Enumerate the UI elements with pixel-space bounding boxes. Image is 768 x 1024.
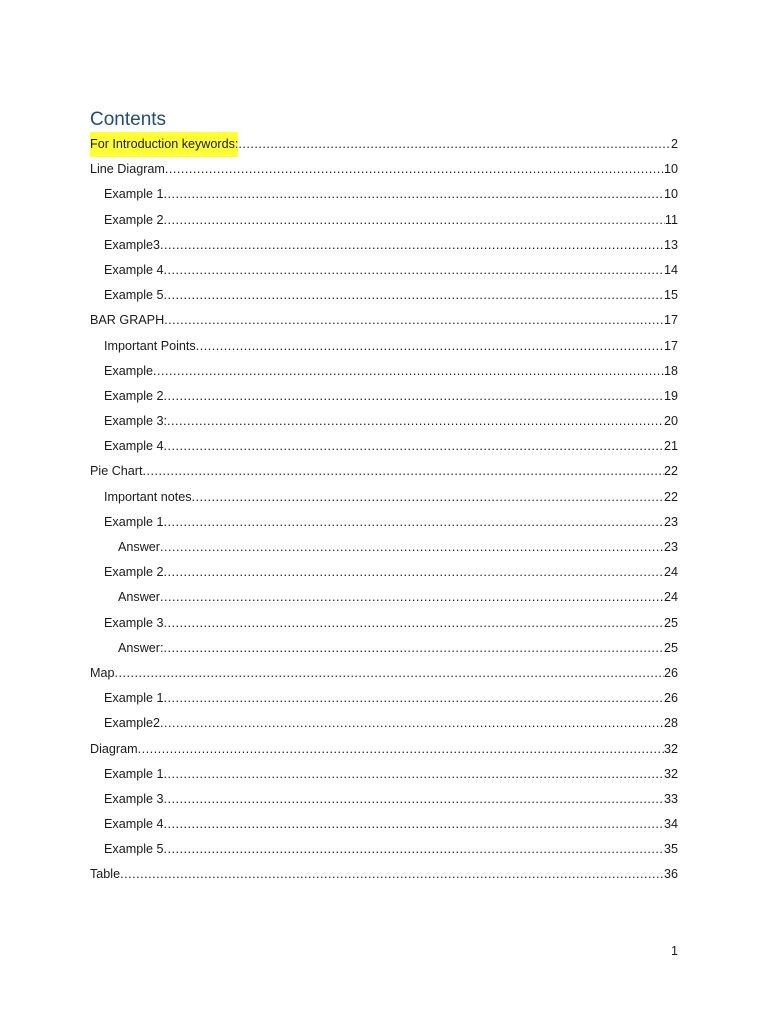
toc-entry[interactable] xyxy=(90,762,678,787)
toc-entry-label: Example3 xyxy=(104,237,161,252)
toc-entry-page: 21 xyxy=(663,439,678,454)
toc-entry-label: Example 2 xyxy=(104,212,164,227)
toc-entry-page: 22 xyxy=(663,489,678,504)
toc-entry-label: BAR GRAPH xyxy=(90,313,165,328)
toc-entry[interactable] xyxy=(90,233,678,258)
toc-entry[interactable] xyxy=(90,208,678,233)
toc-entry[interactable] xyxy=(90,686,678,711)
toc-entry-page: 17 xyxy=(663,313,678,328)
toc-entry-label: Example 3: xyxy=(104,414,167,429)
toc-dot-leader xyxy=(164,636,664,661)
toc-dot-leader xyxy=(192,485,664,510)
toc-dot-leader xyxy=(164,258,664,283)
toc-dot-leader xyxy=(164,812,664,837)
toc-entry[interactable] xyxy=(90,510,678,535)
toc-entry-page: 24 xyxy=(663,590,678,605)
toc-entry-label: Example 4 xyxy=(104,817,164,832)
toc-entry-label: Table xyxy=(90,867,121,882)
toc-entry-label: Answer xyxy=(118,540,160,554)
toc-entry[interactable] xyxy=(90,157,678,182)
toc-entry[interactable] xyxy=(90,812,678,837)
toc-entry[interactable] xyxy=(90,585,678,610)
toc-entry-page: 28 xyxy=(663,716,678,731)
toc-entry[interactable] xyxy=(90,334,678,359)
toc-entry-label: Important notes xyxy=(104,489,192,504)
toc-dot-leader xyxy=(164,762,664,787)
toc-entry-page: 23 xyxy=(663,514,678,529)
toc-dot-leader xyxy=(115,661,664,686)
toc-dot-leader xyxy=(196,334,664,359)
toc-entry[interactable] xyxy=(90,560,678,585)
toc-entry-label: Example 3 xyxy=(104,791,164,806)
toc-entry-label: Answer xyxy=(118,590,160,605)
toc-entry[interactable] xyxy=(90,359,678,384)
toc-entry-label: Example 1 xyxy=(104,187,164,202)
toc-dot-leader xyxy=(164,308,664,333)
toc-entry-label: Example 1 xyxy=(104,766,164,781)
toc-dot-leader xyxy=(164,510,664,535)
toc-entry[interactable] xyxy=(90,636,678,661)
toc-entry-label: Example 1 xyxy=(104,514,164,529)
toc-entry[interactable] xyxy=(90,737,678,762)
toc-entry-page: 34 xyxy=(663,817,678,832)
toc-entry-page: 14 xyxy=(663,262,678,277)
toc-entry[interactable] xyxy=(90,485,678,510)
toc-entry-page: 24 xyxy=(663,565,678,580)
toc-entry-page: 11 xyxy=(664,212,678,227)
toc-entry-page: 36 xyxy=(663,867,678,882)
toc-entry-label: Example 1 xyxy=(104,691,164,706)
toc-entry[interactable] xyxy=(90,308,678,333)
toc-dot-leader xyxy=(164,283,664,308)
toc-entry-label: Important Points xyxy=(104,338,196,353)
toc-entry-page: 20 xyxy=(663,414,678,429)
toc-dot-leader xyxy=(153,359,664,384)
toc-entry-label: Example 3 xyxy=(104,615,164,630)
toc-entry-page: 26 xyxy=(663,665,678,680)
toc-entry-label: Example 2 xyxy=(104,565,164,580)
toc-entry-page: 19 xyxy=(663,388,678,403)
toc-entry-label: Line Diagram xyxy=(90,162,165,177)
toc-entry-label: Example 5 xyxy=(104,288,164,303)
toc-entry-page: 18 xyxy=(663,363,678,378)
toc-dot-leader xyxy=(143,459,664,484)
toc-entry[interactable] xyxy=(90,434,678,459)
toc-entry-page: 25 xyxy=(663,615,678,630)
toc-entry[interactable] xyxy=(90,661,678,686)
toc-dot-leader xyxy=(164,208,665,233)
toc-entry[interactable] xyxy=(90,132,678,157)
toc-dot-leader xyxy=(164,560,664,585)
toc-entry-label: Example2 xyxy=(104,716,161,731)
toc-entry-page: 25 xyxy=(663,640,678,655)
toc-entry-label: Diagram xyxy=(90,741,138,756)
toc-entry-label: Example 4 xyxy=(104,439,164,454)
toc-entry-page: 23 xyxy=(663,540,678,554)
toc-entry-label: For Introduction keywords: xyxy=(90,132,238,157)
toc-dot-leader xyxy=(160,711,664,736)
toc-dot-leader xyxy=(164,787,664,812)
table-of-contents xyxy=(90,132,678,888)
toc-dot-leader xyxy=(120,862,664,887)
toc-entry-page: 26 xyxy=(663,691,678,706)
toc-entry[interactable] xyxy=(90,837,678,862)
toc-entry-label: Example xyxy=(104,363,153,378)
toc-heading: Contents xyxy=(90,109,167,130)
toc-entry-label: Example 5 xyxy=(104,842,164,857)
toc-entry-page: 10 xyxy=(663,187,678,202)
toc-entry-page: 15 xyxy=(663,288,678,303)
toc-entry[interactable] xyxy=(90,283,678,308)
toc-dot-leader xyxy=(138,737,664,762)
toc-entry-page: 17 xyxy=(663,338,678,353)
toc-entry-page: 32 xyxy=(663,766,678,781)
toc-dot-leader xyxy=(164,611,664,636)
toc-entry-page: 2 xyxy=(670,137,678,151)
toc-entry[interactable] xyxy=(90,862,678,887)
toc-entry-label: Example 4 xyxy=(104,262,164,277)
page-number: 1 xyxy=(670,944,678,958)
toc-entry[interactable] xyxy=(90,258,678,283)
toc-dot-leader xyxy=(160,535,664,560)
toc-entry-page: 33 xyxy=(663,791,678,806)
toc-entry-label: Pie Chart xyxy=(90,464,143,479)
toc-dot-leader xyxy=(167,409,664,434)
toc-dot-leader xyxy=(238,132,671,157)
toc-dot-leader xyxy=(164,182,664,207)
toc-dot-leader xyxy=(164,384,664,409)
toc-entry[interactable] xyxy=(90,611,678,636)
toc-entry[interactable] xyxy=(90,787,678,812)
toc-entry[interactable] xyxy=(90,409,678,434)
toc-entry[interactable] xyxy=(90,535,678,560)
toc-entry[interactable] xyxy=(90,459,678,484)
toc-entry[interactable] xyxy=(90,384,678,409)
toc-entry[interactable] xyxy=(90,182,678,207)
toc-entry-label: Answer: xyxy=(118,640,164,655)
toc-dot-leader xyxy=(164,686,664,711)
toc-entry-label: Map xyxy=(90,665,115,680)
toc-entry-label: Example 2 xyxy=(104,388,164,403)
toc-dot-leader xyxy=(165,157,664,182)
toc-entry-page: 22 xyxy=(663,464,678,479)
toc-entry-page: 35 xyxy=(663,842,678,857)
toc-entry-page: 13 xyxy=(663,237,678,252)
toc-entry-page: 32 xyxy=(663,741,678,756)
toc-dot-leader xyxy=(164,434,664,459)
toc-dot-leader xyxy=(160,585,664,610)
toc-entry-page: 10 xyxy=(663,162,678,177)
toc-entry[interactable] xyxy=(90,711,678,736)
toc-dot-leader xyxy=(160,233,664,258)
toc-dot-leader xyxy=(164,837,664,862)
